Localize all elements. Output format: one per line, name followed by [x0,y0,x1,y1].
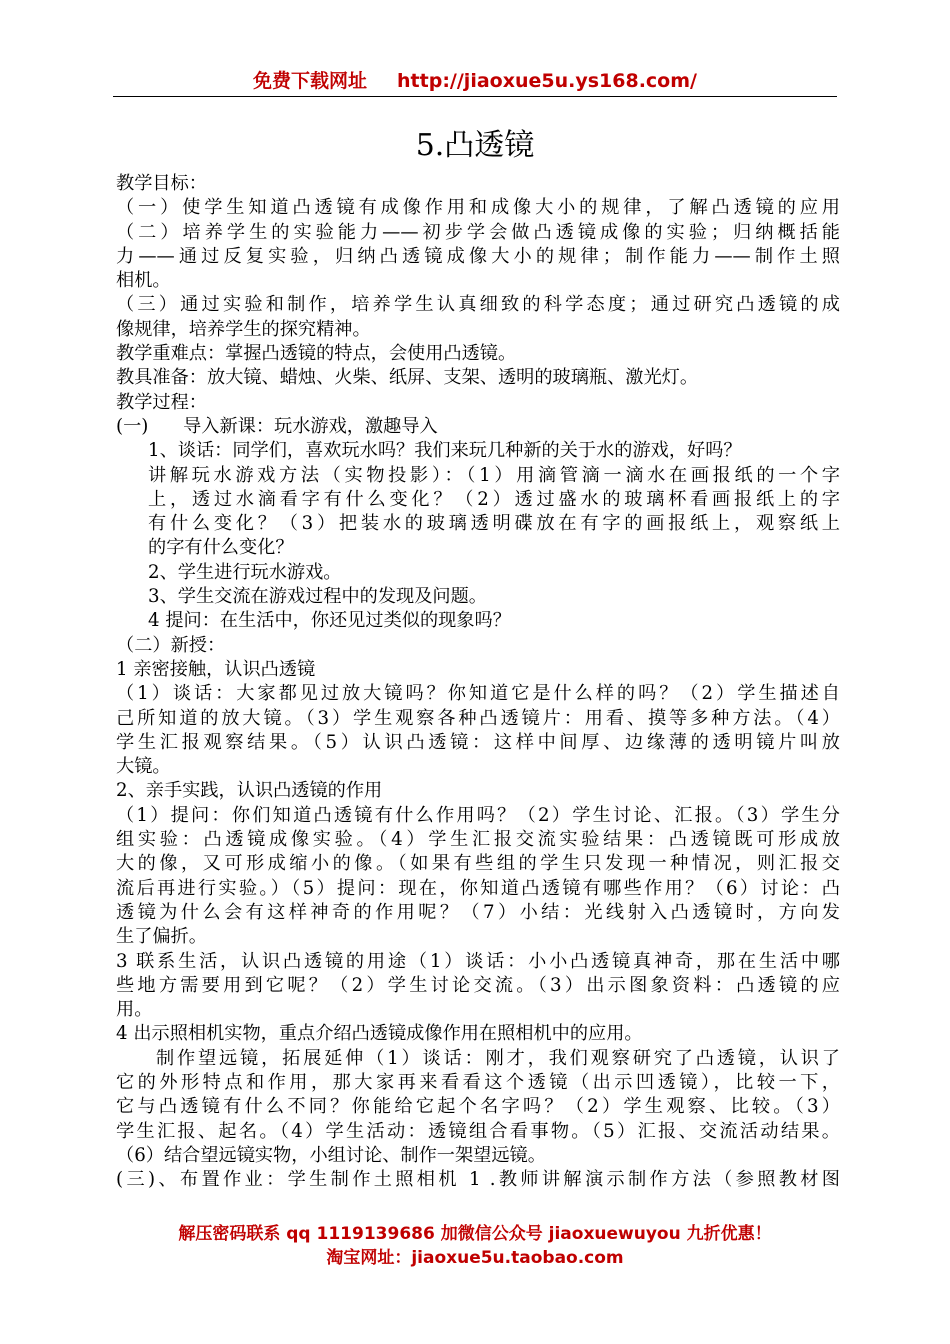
page-title: 5.凸透镜 [415,128,535,163]
text-line: 有什么变化？（3）把装水的玻璃透明碟放在有字的画报纸上，观察纸上 [148,513,840,535]
text-line: 教学重难点：掌握凸透镜的特点，会使用凸透镜。 [116,343,517,365]
text-line: 制作望远镜，拓展延伸（1）谈话：刚才，我们观察研究了凸透镜，认识了 [156,1047,840,1069]
text-line: 2、亲手实践，认识凸透镜的作用 [116,780,383,802]
text-line: （1）提问：你们知道凸透镜有什么作用吗？（2）学生讨论、汇报。（3）学生分 [116,804,840,826]
header-url-link[interactable]: http://jiaoxue5u.ys168.com/ [397,70,697,92]
text-line: 力——通过反复实验，归纳凸透镜成像大小的规律；制作能力——制作土照 [116,245,840,267]
text-line: 教学过程： [116,391,207,413]
text-line: 1 亲密接触，认识凸透镜 [116,658,316,680]
text-line: 2、学生进行玩水游戏。 [148,561,342,583]
text-line: 己所知道的放大镜。（3）学生观察各种凸透镜片：用看、摸等多种方法。（4） [116,707,840,729]
text-line: 生了偏折。 [116,926,207,948]
text-line: 3、学生交流在游戏过程中的发现及问题。 [148,586,487,608]
text-line: 4 提问：在生活中，你还见过类似的现象吗？ [148,610,511,632]
text-line: 些地方需要用到它呢？（2）学生讨论交流。（3）出示图象资料：凸透镜的应 [116,974,840,996]
text-line: 用。 [116,999,153,1021]
text-line: 像规律，培养学生的探究精神。 [116,318,371,340]
footer-shop-link[interactable]: 淘宝网址：jiaoxue5u.taobao.com [326,1248,624,1268]
footer-contact: 解压密码联系 qq 1119139686 加微信公众号 jiaoxuewuyou 九折优惠！ [178,1224,772,1244]
text-line: 的字有什么变化？ [148,537,294,559]
text-line: （三）通过实验和制作，培养学生认真细致的科学态度；通过研究凸透镜的成 [116,294,840,316]
text-line: 它的外形特点和作用，那大家再来看看这个透镜（出示凹透镜），比较一下， [116,1071,840,1093]
text-line: 3 联系生活，认识凸透镜的用途（1）谈话：小小凸透镜真神奇，那在生活中哪 [116,950,840,972]
text-line: 相机。 [116,270,171,292]
text-line: 大镜。 [116,756,171,778]
text-line: (一) 导入新课：玩水游戏，激趣导入 [116,415,438,437]
text-line: （二）新授： [116,634,226,656]
text-line: 组实验：凸透镜成像实验。（4）学生汇报交流实验结果：凸透镜既可形成放 [116,829,840,851]
text-line: (三)、布置作业：学生制作土照相机 1 .教师讲解演示制作方法（参照教材图 [116,1169,840,1191]
text-line: 教学目标： [116,173,207,194]
text-line: （6）结合望远镜实物，小组讨论、制作一架望远镜。 [116,1144,546,1166]
text-line: 讲解玩水游戏方法（实物投影）：（1）用滴管滴一滴水在画报纸的一个字 [148,464,840,486]
header-banner [0,66,950,93]
text-line: 4 出示照相机实物，重点介绍凸透镜成像作用在照相机中的应用。 [116,1023,643,1045]
text-line: 上，透过水滴看字有什么变化？（2）透过盛水的玻璃杯看画报纸上的字 [148,488,840,510]
text-line: 透镜为什么会有这样神奇的作用呢？（7）小结：光线射入凸透镜时，方向发 [116,901,840,923]
text-line: 流后再进行实验。）（5）提问：现在，你知道凸透镜有哪些作用？（6）讨论：凸 [116,877,840,899]
text-line: 学生汇报观察结果。（5）认识凸透镜：这样中间厚、边缘薄的透明镜片叫放 [116,731,840,753]
text-line: 它与凸透镜有什么不同？你能给它起个名字吗？（2）学生观察、比较。（3） [116,1096,840,1118]
document-body [116,172,840,1192]
text-line: 大的像，又可形成缩小的像。（如果有些组的学生只发现一种情况，则汇报交 [116,853,840,875]
text-line: （一）使学生知道凸透镜有成像作用和成像大小的规律，了解凸透镜的应用 [116,197,840,219]
text-line: （二）培养学生的实验能力——初步学会做凸透镜成像的实验；归纳概括能 [116,221,840,243]
text-line: 学生汇报、起名。（4）学生活动：透镜组合看事物。（5）汇报、交流活动结果。 [116,1120,840,1142]
text-line: 1、谈话：同学们，喜欢玩水吗？我们来玩几种新的关于水的游戏，好吗？ [148,440,742,462]
header-label: 免费下载网址 [253,70,368,92]
header-divider [113,96,837,97]
text-line: （1）谈话：大家都见过放大镜吗？你知道它是什么样的吗？（2）学生描述自 [116,683,840,705]
text-line: 教具准备：放大镜、蜡烛、火柴、纸屏、支架、透明的玻璃瓶、激光灯。 [116,367,699,389]
